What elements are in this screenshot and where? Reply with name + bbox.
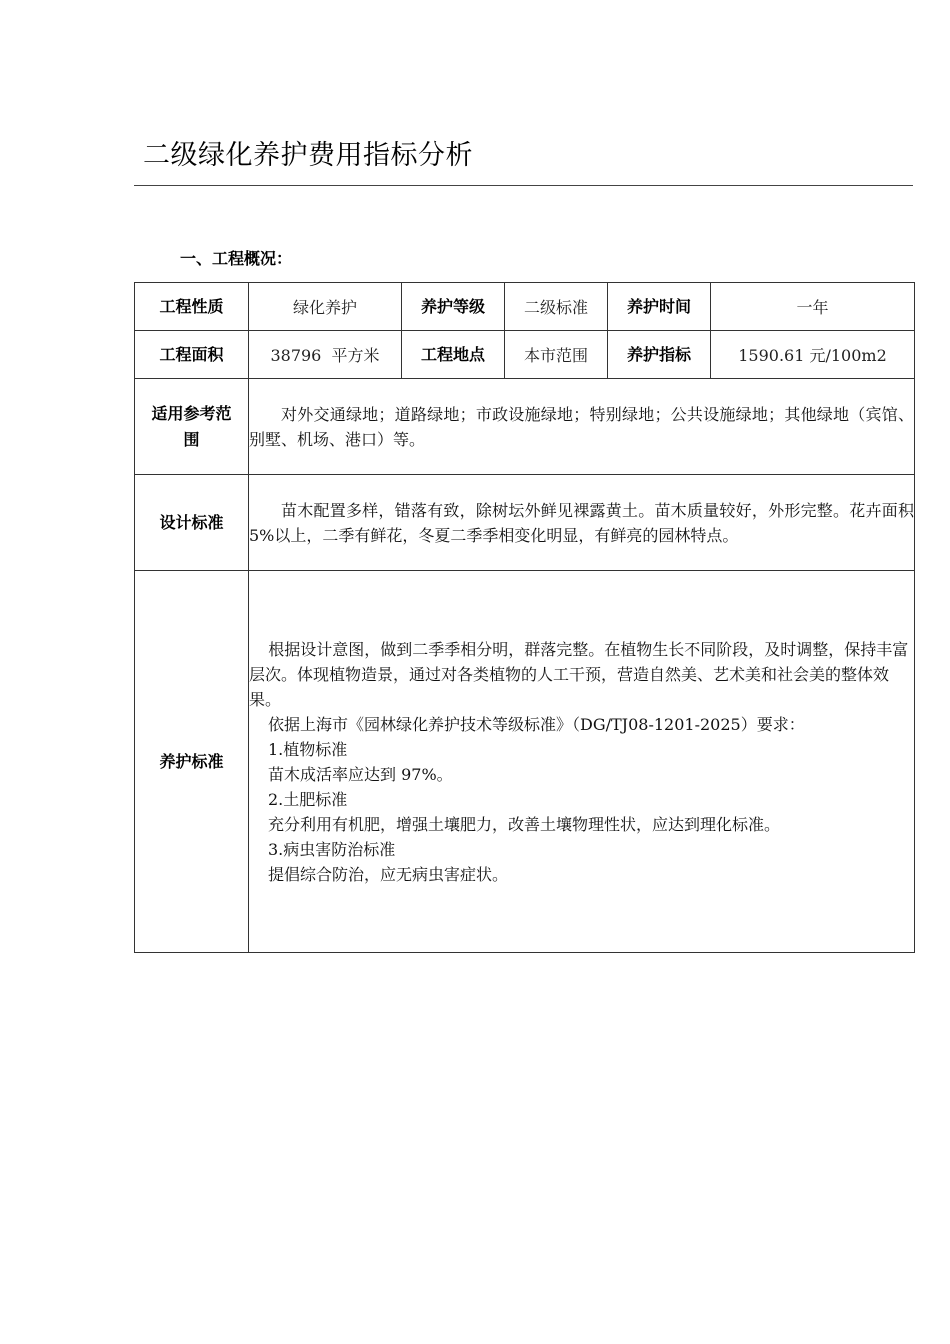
list-item: 提倡综合防治，应无病虫害症状。 — [268, 864, 509, 884]
table-row — [135, 571, 915, 953]
project-nature-value: 绿化养护 — [249, 283, 402, 331]
project-area-label: 工程面积 — [135, 331, 249, 379]
list-item: 1.植物标准 — [268, 739, 348, 759]
maintenance-time-value: 一年 — [711, 283, 915, 331]
scope-cell — [249, 379, 915, 475]
list-item: 充分利用有机肥，增强土壤肥力，改善土壤物理性状，应达到理化标准。 — [268, 814, 781, 834]
design-standard-cell — [249, 475, 915, 571]
maintenance-standard-cell — [249, 571, 915, 953]
maintenance-time-label: 养护时间 — [608, 283, 711, 331]
design-standard-label: 设计标准 — [135, 475, 249, 571]
table-row — [135, 331, 915, 379]
project-location-label: 工程地点 — [402, 331, 505, 379]
scope-label-text: 适用参考范围 — [151, 403, 232, 449]
scope-label — [135, 379, 249, 475]
maintenance-basis: 依据上海市《园林绿化养护技术等级标准》（DG/TJ08-1201-2025）要求： — [268, 714, 805, 734]
project-location-value: 本市范围 — [505, 331, 608, 379]
table-row — [135, 379, 915, 475]
maintenance-intro: 根据设计意图，做到二季季相分明，群落完整。在植物生长不同阶段，及时调整，保持丰富层次。体现植物造景，通过对各类植物的人工干预，营造自然美、艺术美和社会美的整体效果。 — [249, 639, 909, 709]
section-heading: 一、工程概况： — [180, 249, 293, 268]
project-overview-table — [134, 282, 915, 953]
title-divider — [134, 185, 913, 186]
design-standard-text: 苗木配置多样，错落有致，除树坛外鲜见裸露黄土。苗木质量较好，外形完整。花卉面积 5%以上，二季有鲜花，冬夏二季季相变化明显，有鲜亮的园林特点。 — [249, 500, 914, 545]
scope-text: 对外交通绿地；道路绿地；市政设施绿地；特别绿地；公共设施绿地；其他绿地（宾馆、别墅、机场、港口）等。 — [249, 404, 914, 449]
project-nature-label: 工程性质 — [135, 283, 249, 331]
table-row — [135, 283, 915, 331]
maintenance-grade-value: 二级标准 — [505, 283, 608, 331]
maintenance-standard-label: 养护标准 — [135, 571, 249, 953]
list-item: 苗木成活率应达到 97%。 — [268, 764, 453, 784]
list-item: 2.土肥标准 — [268, 789, 348, 809]
list-item: 3.病虫害防治标准 — [268, 839, 396, 859]
table-row — [135, 475, 915, 571]
project-area-value: 38796 平方米 — [249, 331, 402, 379]
page-title: 二级绿化养护费用指标分析 — [143, 140, 473, 171]
maintenance-grade-label: 养护等级 — [402, 283, 505, 331]
maintenance-index-value: 1590.61 元/100m2 — [711, 331, 915, 379]
maintenance-index-label: 养护指标 — [608, 331, 711, 379]
